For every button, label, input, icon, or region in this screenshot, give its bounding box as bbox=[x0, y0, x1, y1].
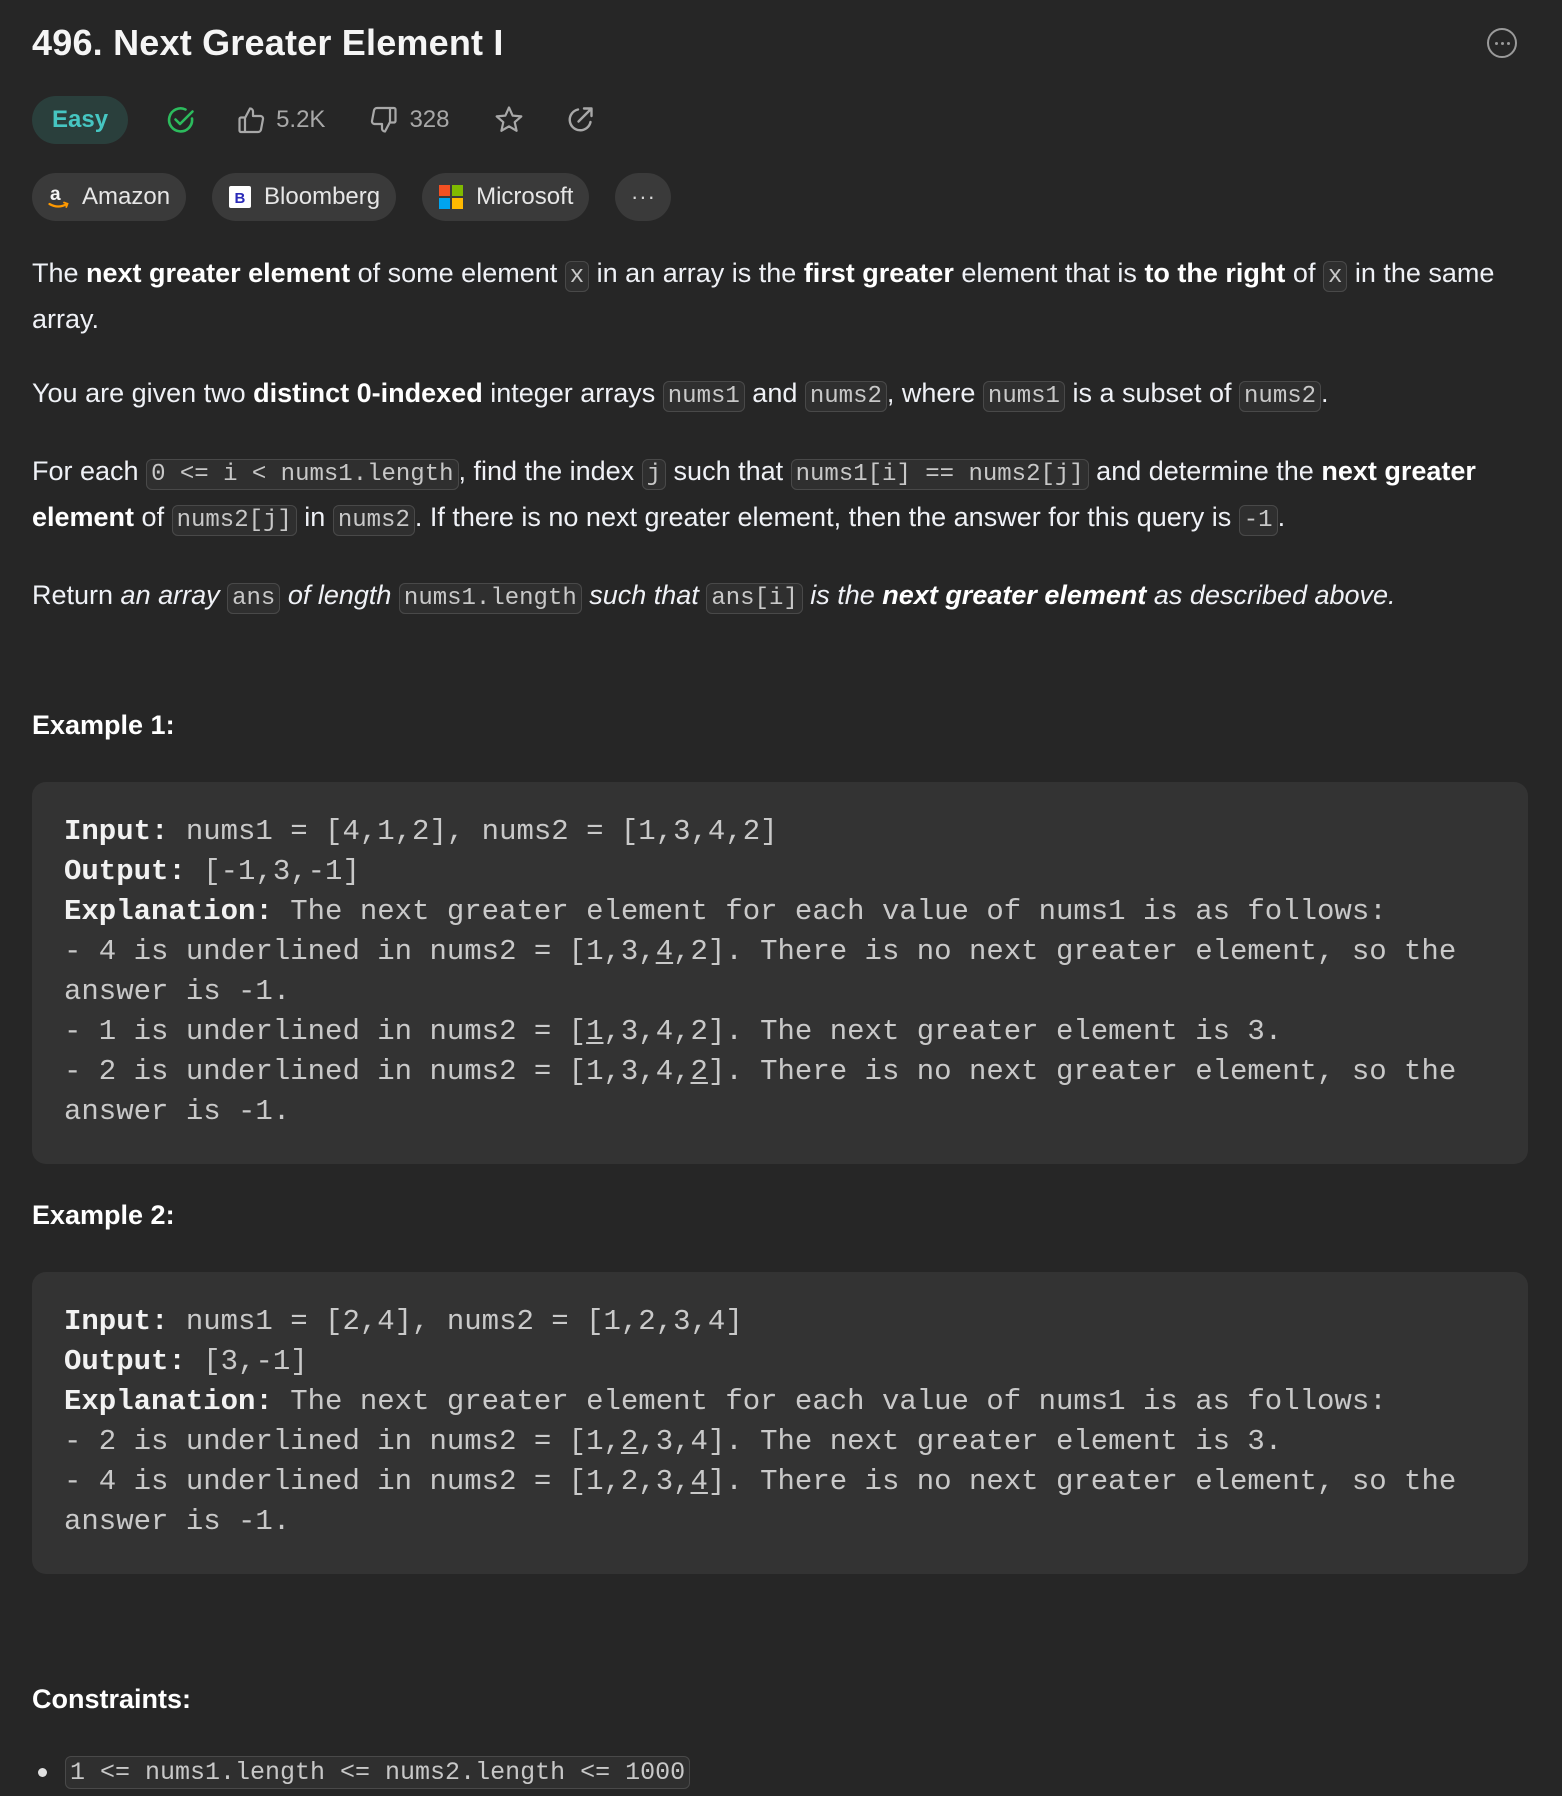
company-name: Microsoft bbox=[476, 183, 574, 210]
microsoft-logo-icon bbox=[438, 184, 464, 210]
text: . bbox=[1277, 502, 1286, 532]
text: integer arrays bbox=[482, 378, 663, 408]
inline-code: -1 bbox=[1239, 505, 1278, 536]
favorite-star-icon[interactable] bbox=[493, 104, 525, 136]
constraints-list bbox=[32, 1756, 690, 1789]
italic-text: is the bbox=[802, 580, 883, 610]
explanation-text: The next greater element for each value of nums1 is as follows: bbox=[272, 895, 1387, 928]
thumbs-down-icon bbox=[369, 105, 399, 135]
text: is a subset of bbox=[1064, 378, 1240, 408]
italic-text: an array bbox=[120, 580, 228, 610]
text: You are given two bbox=[32, 378, 254, 408]
thumbs-up-icon bbox=[236, 105, 266, 135]
explanation-line: ,3,4,2]. The next greater element is 3. bbox=[603, 1015, 1283, 1048]
underlined-value: 1 bbox=[586, 1015, 604, 1048]
inline-code: nums2 bbox=[805, 381, 887, 412]
text: . If there is no next greater element, then the answer for this query is bbox=[414, 502, 1239, 532]
output-label: Output: bbox=[64, 1345, 186, 1378]
company-name: Bloomberg bbox=[264, 183, 381, 210]
underlined-value: 4 bbox=[690, 1465, 708, 1498]
statement-paragraph-1 bbox=[32, 252, 1532, 340]
explanation-line: - 2 is underlined in nums2 = [1, bbox=[64, 1425, 621, 1458]
text: of bbox=[1285, 258, 1323, 288]
text: , find the index bbox=[458, 456, 642, 486]
text: The bbox=[32, 258, 87, 288]
inline-code: 0 <= i < nums1.length bbox=[146, 459, 458, 490]
explanation-line: - 1 is underlined in nums2 = [ bbox=[64, 1015, 587, 1048]
more-companies-button[interactable]: ··· bbox=[615, 173, 671, 221]
inline-code: nums1 bbox=[663, 381, 745, 412]
inline-code: nums2 bbox=[333, 505, 415, 536]
italic-text: of length bbox=[280, 580, 399, 610]
italic-text: as described above. bbox=[1146, 580, 1396, 610]
text: in the same array. bbox=[32, 258, 1495, 334]
company-tag-microsoft[interactable] bbox=[422, 173, 589, 221]
text: in bbox=[296, 502, 333, 532]
inline-code: nums2 bbox=[1239, 381, 1321, 412]
inline-code: nums2[j] bbox=[172, 505, 297, 536]
output-value: [-1,3,-1] bbox=[185, 855, 360, 888]
company-name: Amazon bbox=[82, 183, 171, 210]
dislike-button[interactable] bbox=[369, 105, 449, 135]
solved-check-icon bbox=[166, 105, 196, 135]
like-button[interactable] bbox=[236, 105, 325, 135]
problem-meta-row bbox=[32, 96, 595, 144]
difficulty-badge[interactable]: Easy bbox=[32, 96, 128, 144]
input-value: nums1 = [4,1,2], nums2 = [1,3,4,2] bbox=[168, 815, 778, 848]
example-1-heading: Example 1: bbox=[32, 710, 175, 740]
output-label: Output: bbox=[64, 855, 186, 888]
bold-text: first greater bbox=[803, 258, 954, 288]
bold-text: next greater element bbox=[86, 258, 351, 288]
company-tags-row bbox=[32, 173, 671, 221]
constraints-heading: Constraints: bbox=[32, 1684, 192, 1714]
amazon-logo-icon bbox=[48, 184, 70, 210]
company-tag-bloomberg[interactable] bbox=[212, 173, 396, 221]
text: of bbox=[134, 502, 172, 532]
constraint-item: 1 <= nums1.length <= nums2.length <= 1000 bbox=[65, 1756, 690, 1789]
underlined-value: 4 bbox=[655, 935, 674, 968]
output-value: [3,-1] bbox=[185, 1345, 308, 1378]
input-label: Input: bbox=[64, 815, 169, 848]
input-value: nums1 = [2,4], nums2 = [1,2,3,4] bbox=[168, 1305, 743, 1338]
explanation-line: - 2 is underlined in nums2 = [1,3,4, bbox=[64, 1055, 691, 1088]
text: of some element bbox=[350, 258, 565, 288]
text: in an array is the bbox=[589, 258, 804, 288]
explanation-line: ]. There is no next greater element, so the answer is -1. bbox=[64, 1465, 1457, 1538]
input-label: Input: bbox=[64, 1305, 169, 1338]
bold-italic-text: next greater element bbox=[882, 580, 1147, 610]
statement-paragraph-3 bbox=[32, 450, 1532, 542]
statement-paragraph-2 bbox=[32, 372, 1532, 418]
explanation-line: - 4 is underlined in nums2 = [1,2,3, bbox=[64, 1465, 691, 1498]
text: For each bbox=[32, 456, 147, 486]
inline-code: nums1[i] == nums2[j] bbox=[791, 459, 1089, 490]
likes-count: 5.2K bbox=[276, 106, 326, 133]
problem-statement bbox=[32, 252, 1532, 620]
text: and bbox=[744, 378, 805, 408]
explanation-line: ,2]. There is no next greater element, so the answer is -1. bbox=[64, 935, 1457, 1008]
explanation-text: The next greater element for each value of nums1 is as follows: bbox=[272, 1385, 1387, 1418]
underlined-value: 2 bbox=[620, 1425, 639, 1458]
inline-code: x bbox=[565, 261, 589, 292]
text: . bbox=[1321, 378, 1329, 408]
example-2-heading: Example 2: bbox=[32, 1200, 175, 1230]
inline-code: x bbox=[1323, 261, 1347, 292]
example-1-code-block bbox=[32, 782, 1528, 1164]
inline-code: ans bbox=[227, 583, 280, 614]
dislikes-count: 328 bbox=[409, 106, 450, 133]
svg-text:B: B bbox=[234, 190, 246, 207]
italic-text: such that bbox=[581, 580, 707, 610]
bold-text: distinct 0-indexed bbox=[253, 378, 483, 408]
text: , where bbox=[886, 378, 983, 408]
inline-code: j bbox=[642, 459, 666, 490]
underlined-value: 2 bbox=[690, 1055, 708, 1088]
text: such that bbox=[666, 456, 791, 486]
share-icon[interactable] bbox=[565, 105, 595, 135]
inline-code: nums1.length bbox=[399, 583, 582, 614]
more-options-icon[interactable] bbox=[1487, 28, 1517, 58]
inline-code: ans[i] bbox=[706, 583, 802, 614]
explanation-label: Explanation: bbox=[64, 1385, 273, 1418]
bold-text: next greater element bbox=[32, 456, 1476, 532]
bloomberg-logo-icon bbox=[228, 185, 252, 209]
problem-title: 496. Next Greater Element I bbox=[32, 22, 504, 63]
explanation-line: ,3,4]. The next greater element is 3. bbox=[638, 1425, 1283, 1458]
company-tag-amazon[interactable] bbox=[32, 173, 186, 221]
example-2-code-block bbox=[32, 1272, 1528, 1574]
explanation-line: - 4 is underlined in nums2 = [1,3, bbox=[64, 935, 656, 968]
bullet-point bbox=[38, 1768, 47, 1777]
svg-text:a: a bbox=[50, 184, 61, 205]
text: and determine the bbox=[1088, 456, 1322, 486]
bold-text: to the right bbox=[1144, 258, 1286, 288]
text: element that is bbox=[953, 258, 1145, 288]
inline-code: nums1 bbox=[983, 381, 1065, 412]
statement-paragraph-4 bbox=[32, 574, 1532, 620]
explanation-label: Explanation: bbox=[64, 895, 273, 928]
text: Return bbox=[32, 580, 121, 610]
explanation-line: ]. There is no next greater element, so the answer is -1. bbox=[64, 1055, 1457, 1128]
